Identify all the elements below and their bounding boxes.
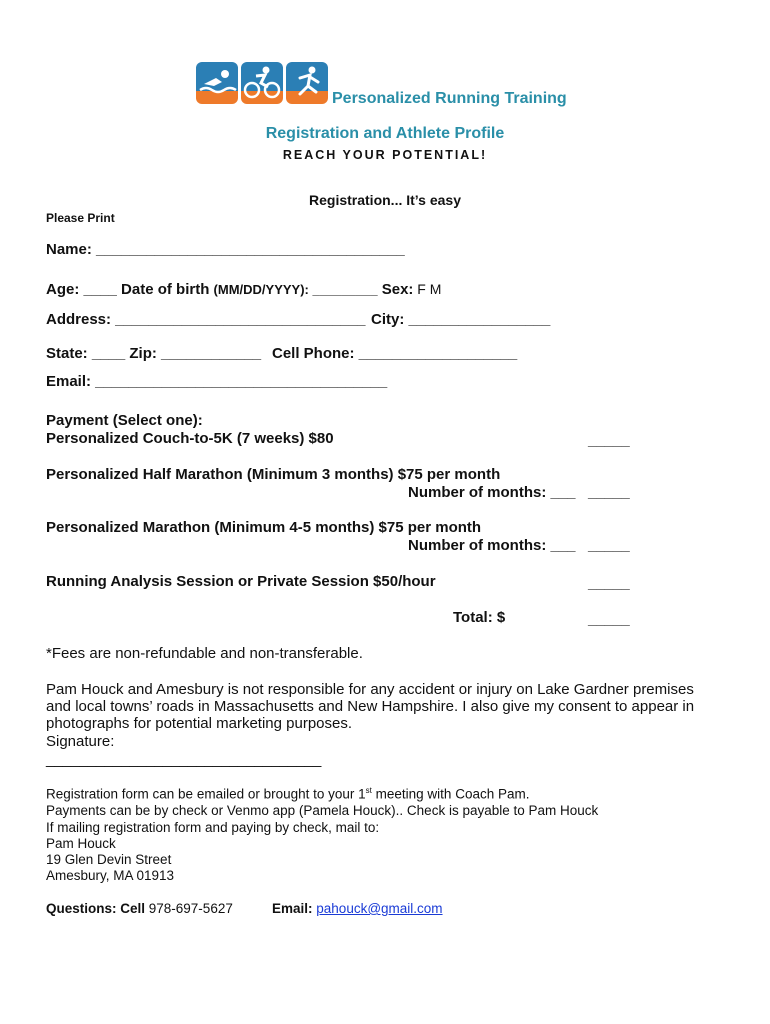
please-print-note: Please Print xyxy=(46,211,115,225)
form-subtitle: Registration... It’s easy xyxy=(309,192,461,208)
half-marathon-months[interactable]: Number of months: ___ xyxy=(408,484,576,501)
total-label: Total: $ xyxy=(453,609,506,626)
marathon-blank[interactable]: _____ xyxy=(588,537,630,554)
couch-to-5k-blank[interactable]: _____ xyxy=(588,432,630,449)
mail-address-street: 19 Glen Devin Street xyxy=(46,852,172,867)
total-blank[interactable]: _____ xyxy=(588,611,630,628)
city-field[interactable]: City: _________________ xyxy=(371,311,551,328)
liability-line-1: Pam Houck and Amesbury is not responsible for any accident or injury on Lake Gardner premises xyxy=(46,681,694,698)
liability-line-2: and local towns’ roads in Massachusetts and New Hampshire. I also give my consent to appear in xyxy=(46,698,695,715)
marathon-months[interactable]: Number of months: ___ xyxy=(408,537,576,554)
questions-line xyxy=(46,901,233,916)
phone-number[interactable]: 978-697-5627 xyxy=(145,901,233,916)
brand-name: Personalized Running Training xyxy=(332,90,567,107)
mail-address-name: Pam Houck xyxy=(46,836,116,851)
run-icon xyxy=(286,62,328,104)
running-analysis-blank[interactable]: _____ xyxy=(588,575,630,592)
name-field[interactable]: Name: _____________________________________ xyxy=(46,241,405,258)
footer-line-2: Payments can be by check or Venmo app (Pamela Houck).. Check is payable to Pam Houck xyxy=(46,803,599,818)
couch-to-5k-option: Personalized Couch-to-5K (7 weeks) $80 xyxy=(46,430,334,447)
footer-line-1-b: meeting with Coach Pam. xyxy=(371,786,530,802)
sex-label: Sex: xyxy=(377,281,414,298)
swim-icon xyxy=(196,62,238,104)
bike-icon xyxy=(241,62,283,104)
liability-line-3: photographs for potential marketing purposes. xyxy=(46,715,353,732)
questions-label: Questions: Cell xyxy=(46,901,146,916)
footer-line-1-sup: st xyxy=(365,786,372,795)
footer-line-3: If mailing registration form and paying by check, mail to: xyxy=(46,820,380,835)
signature-line[interactable]: _________________________________ xyxy=(46,751,322,768)
email-contact-label: Email: xyxy=(272,901,313,916)
form-title: Registration and Athlete Profile xyxy=(265,125,505,142)
marathon-option: Personalized Marathon (Minimum 4-5 months) $75 per month xyxy=(46,519,482,536)
sex-options[interactable]: F M xyxy=(413,281,442,297)
fees-note: *Fees are non-refundable and non-transferable. xyxy=(46,645,363,662)
dob-field[interactable]: (MM/DD/YYYY): _________ xyxy=(213,282,378,297)
running-analysis-option: Running Analysis Session or Private Session $50/hour xyxy=(46,573,436,590)
email-link[interactable]: pahouck@gmail.com xyxy=(316,901,443,916)
signature-label: Signature: xyxy=(46,733,115,750)
email-field[interactable]: Email: ___________________________________ xyxy=(46,373,388,390)
age-dob-sex-row xyxy=(46,281,441,298)
footer-line-1-a: Registration form can be emailed or brought to your 1 xyxy=(46,786,366,802)
cell-phone-field[interactable]: Cell Phone: ___________________ xyxy=(272,345,518,362)
dob-label: Date of birth xyxy=(121,281,214,298)
mail-address-city: Amesbury, MA 01913 xyxy=(46,868,175,883)
tagline: REACH YOUR POTENTIAL! xyxy=(282,148,488,162)
email-contact xyxy=(272,901,443,916)
half-marathon-blank[interactable]: _____ xyxy=(588,484,630,501)
state-zip-field[interactable]: State: ____ Zip: ____________ xyxy=(46,345,262,362)
payment-heading: Payment (Select one): xyxy=(46,412,203,429)
half-marathon-option: Personalized Half Marathon (Minimum 3 months) $75 per month xyxy=(46,466,501,483)
footer-line-1 xyxy=(46,786,529,802)
age-field[interactable]: Age: ____ xyxy=(46,281,122,298)
address-field[interactable]: Address: ______________________________ xyxy=(46,311,366,328)
